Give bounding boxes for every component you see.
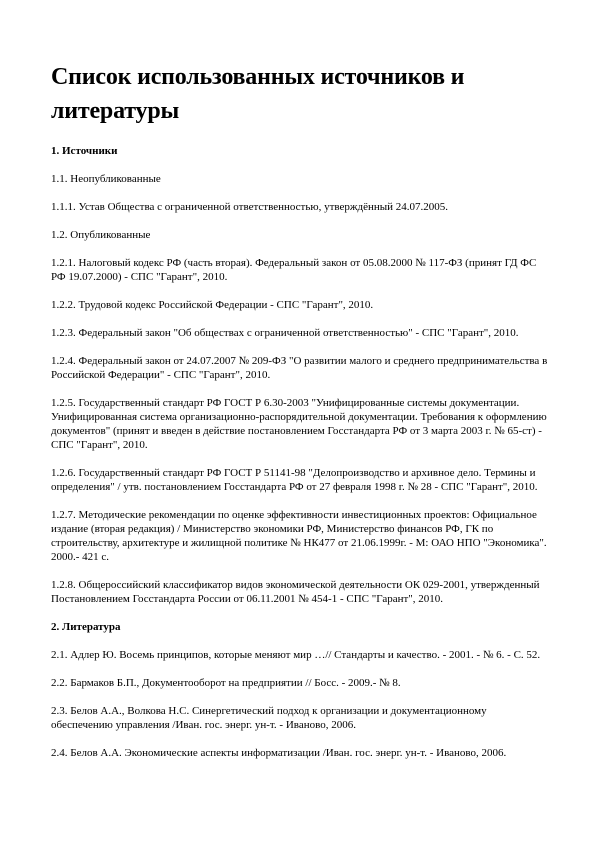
bibliography-entry: 1.2.5. Государственный стандарт РФ ГОСТ Р 6.30-2003 "Унифицированные системы документации. Унифицированная система организационно-распорядительной документации. Требования к оформлению документов" (принят и введен в действие постановлением Госстандарта РФ от 3 марта 2003 г. № 65-ст) - СПС "Гарант", 2010.	[51, 397, 547, 451]
bibliography-entry: 1.1. Неопубликованные	[51, 173, 161, 185]
section-heading: 1. Источники	[51, 145, 118, 157]
bibliography-entry: 1.2.2. Трудовой кодекс Российской Федерации - СПС "Гарант", 2010.	[51, 299, 374, 311]
bibliography-entry: 1.2.8. Общероссийский классификатор видов экономической деятельности ОК 029-2001, утвержденный Постановлением Госстандарта России от 06.11.2001 № 454-1 - СПС "Гарант", 2010.	[51, 579, 540, 605]
bibliography-entry: 1.2. Опубликованные	[51, 229, 151, 241]
bibliography-entry: 2.1. Адлер Ю. Восемь принципов, которые меняют мир …// Стандарты и качество. - 2001. - № 6. - С. 52.	[51, 649, 541, 661]
bibliography-entry: 1.2.7. Методические рекомендации по оценке эффективности инвестиционных проектов: Официальное издание (вторая редакция) / Министерство экономики РФ, Министерство финансов РФ, ГК по строительству, архитектуре и жилищной политике № НК477 от 21.06.1999г. - М: ОАО НПО "Экономика". 2000.- 421 с.	[51, 509, 547, 563]
bibliography-entry: 2.3. Белов А.А., Волкова Н.С. Синергетический подход к организации и документационному обеспечению управления /Иван. гос. энерг. ун-т. - Иваново, 2006.	[51, 705, 487, 731]
bibliography-entry: 1.2.4. Федеральный закон от 24.07.2007 № 209-ФЗ "О развитии малого и среднего предпринимательства в Российской Федерации" - СПС "Гарант", 2010.	[51, 355, 548, 381]
bibliography-entry: 1.2.6. Государственный стандарт РФ ГОСТ Р 51141-98 "Делопроизводство и архивное дело. Термины и определения" / утв. постановлением Госстандарта РФ от 27 февраля 1998 г. № 28 - СПС "Гарант", 2010.	[51, 467, 538, 493]
bibliography-entry: 1.2.3. Федеральный закон "Об обществах с ограниченной ответственностью" - СПС "Гарант", 2010.	[51, 327, 519, 339]
bibliography-entry: 2.4. Белов А.А. Экономические аспекты информатизации /Иван. гос. энерг. ун-т. - Иваново, 2006.	[51, 747, 507, 759]
bibliography-entry: 1.1.1. Устав Общества с ограниченной ответственностью, утверждённый 24.07.2005.	[51, 201, 449, 213]
bibliography-list	[51, 144, 551, 760]
bibliography-entry: 2.2. Бармаков Б.П., Документооборот на предприятии // Босс. - 2009.- № 8.	[51, 677, 401, 689]
bibliography-entry: 1.2.1. Налоговый кодекс РФ (часть вторая). Федеральный закон от 05.08.2000 № 117-ФЗ (принят ГД ФС РФ 19.07.2000) - СПС "Гарант", 2010.	[51, 257, 537, 283]
page-title: Список использованных источников и литературы	[51, 64, 465, 124]
section-heading: 2. Литература	[51, 621, 121, 633]
